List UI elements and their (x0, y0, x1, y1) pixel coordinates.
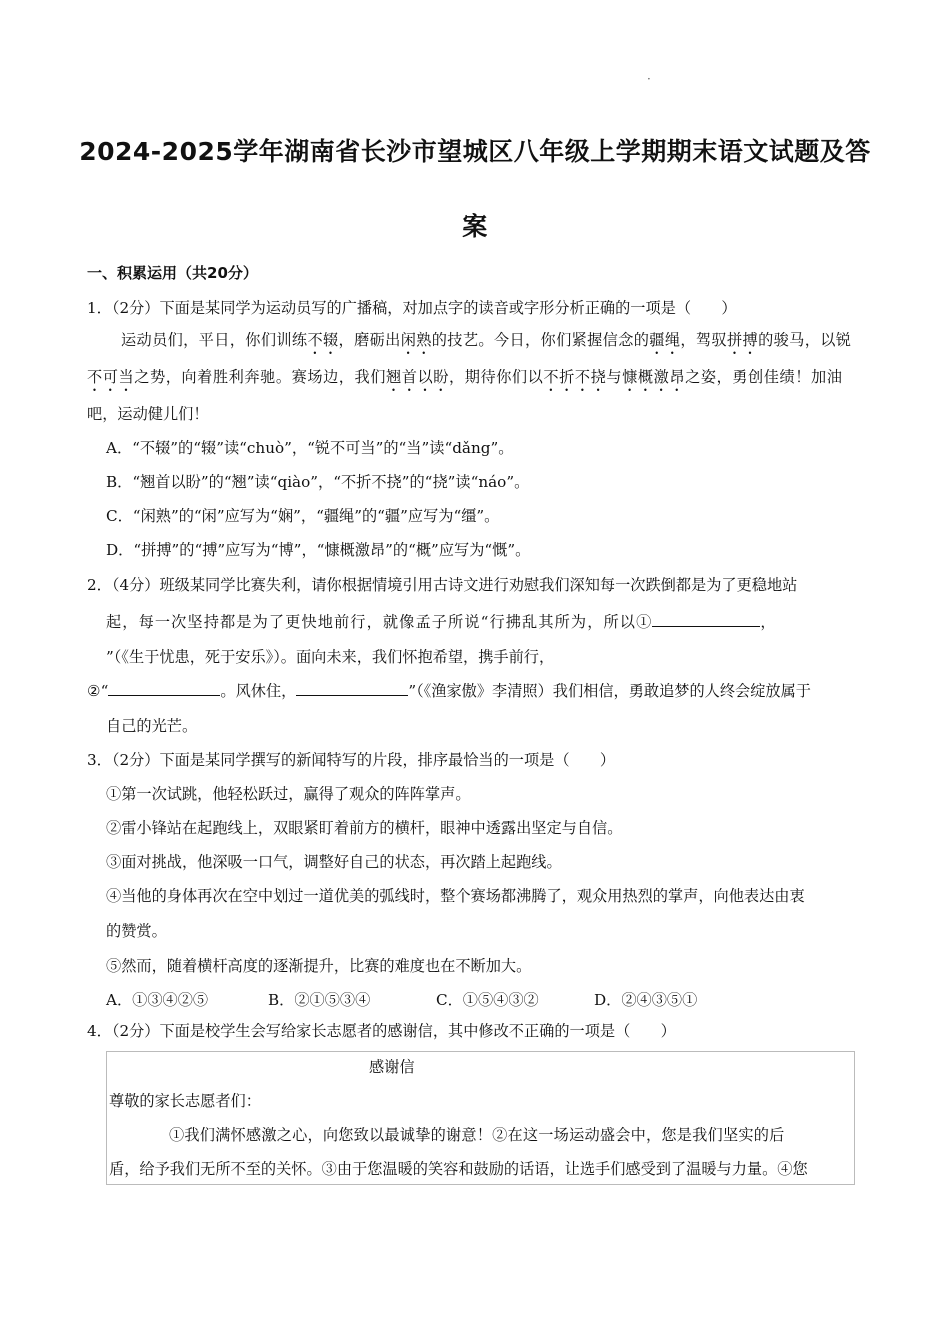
q3-options (106, 989, 697, 1011)
q2-line3: ”（《生于忧患，死于安乐》）。面向未来，我们怀抱希望，携手前行， (106, 648, 555, 666)
q3-sentence-2: ②雷小锋站在起跑线上，双眼紧盯着前方的横杆，眼神中透露出坚定与自信。 (106, 819, 623, 837)
q2-blank-1[interactable] (652, 610, 760, 627)
q3-sentence-5: ⑤然而，随着横杆高度的逐渐提升，比赛的难度也在不断加大。 (106, 957, 532, 975)
section-heading: 一、积累运用（共20分） (87, 264, 258, 282)
q3-option-c: C．①⑤④③② (436, 991, 539, 1009)
q3-stem: 3．（2分）下面是某同学撰写的新闻特写的片段，排序最恰当的一项是（ ） (87, 751, 616, 769)
q3-sentence-4a: ④当他的身体再次在空中划过一道优美的弧线时，整个赛场都沸腾了，观众用热烈的掌声，向他表达由衷 (106, 887, 805, 905)
page-title-line1: 2024-2025学年湖南省长沙市望城区八年级上学期期末语文试题及答 (79, 137, 871, 166)
letter-greeting: 尊敬的家长志愿者们： (109, 1092, 261, 1110)
q1-option-c: C．“闲熟”的“闲”应写为“娴”，“疆绳”的“疆”应写为“缰”。 (106, 507, 500, 525)
q3-sentence-3: ③面对挑战，他深吸一口气，调整好自己的状态，再次踏上起跑线。 (106, 853, 562, 871)
q2-line5: 自己的光芒。 (106, 717, 198, 735)
q2-line4: ②“ 。风休住， ”（《渔家傲》李清照）我们相信，勇敢追梦的人终会绽放属于 (87, 679, 811, 702)
q1-option-b: B．“翘首以盼”的“翘”读“qiào”，“不折不挠”的“挠”读“náo”。 (106, 473, 530, 491)
q1-passage-line2: 不可当之势，向着胜利奔驰。赛场边，我们翘首以盼，期待你们以不折不挠与慷概激昂之姿，勇创佳绩！加油 (87, 368, 843, 386)
header-mark: · (647, 72, 651, 86)
q3-sentence-4b: 的赞赏。 (106, 922, 167, 940)
q2-line1: 2．（4分）班级某同学比赛失利，请你根据情境引用古诗文进行劝慰我们深知每一次跌倒都是为了更稳地站 (87, 576, 798, 594)
q4-stem: 4．（2分）下面是校学生会写给家长志愿者的感谢信，其中修改不正确的一项是（ ） (87, 1022, 676, 1040)
q3-sentence-1: ①第一次试跳，他轻松跃过，赢得了观众的阵阵掌声。 (106, 785, 471, 803)
q3-option-a: A．①③④②⑤ (106, 991, 209, 1009)
q3-option-d: D．②④③⑤① (594, 991, 698, 1009)
letter-title: 感谢信 (369, 1058, 415, 1076)
q1-passage-line1: 运动员们，平日，你们训练不辍，磨砺出闲熟的技艺。今日，你们紧握信念的疆绳，驾驭拼搏的骏马，以锐 (121, 331, 852, 349)
q1-stem: 1．（2分）下面是某同学为运动员写的广播稿，对加点字的读音或字形分析正确的一项是（ ） (87, 299, 737, 317)
q3-option-b: B．②①⑤③④ (268, 991, 371, 1009)
letter-body-line2: 盾，给予我们无所不至的关怀。③由于您温暖的笑容和鼓励的话语，让选手们感受到了温暖与力量。④您 (109, 1160, 808, 1178)
q1-passage-line3: 吧，运动健儿们！ (87, 405, 209, 423)
q2-blank-2[interactable] (108, 679, 220, 696)
q1-option-d: D．“拼搏”的“搏”应写为“博”，“慷概激昂”的“概”应写为“慨”。 (106, 541, 531, 559)
q2-line2: 起，每一次坚持都是为了更快地前行，就像孟子所说“行拂乱其所为，所以① ， (106, 610, 777, 633)
letter-body-line1: ①我们满怀感激之心，向您致以最诚挚的谢意！②在这一场运动盛会中，您是我们坚实的后 (169, 1126, 785, 1144)
page-title-line2: 案 (462, 212, 488, 241)
q2-blank-3[interactable] (296, 679, 408, 696)
thank-you-letter-box (106, 1051, 855, 1185)
q1-option-a: A．“不辍”的“辍”读“chuò”，“锐不可当”的“当”读“dǎng”。 (106, 439, 514, 457)
